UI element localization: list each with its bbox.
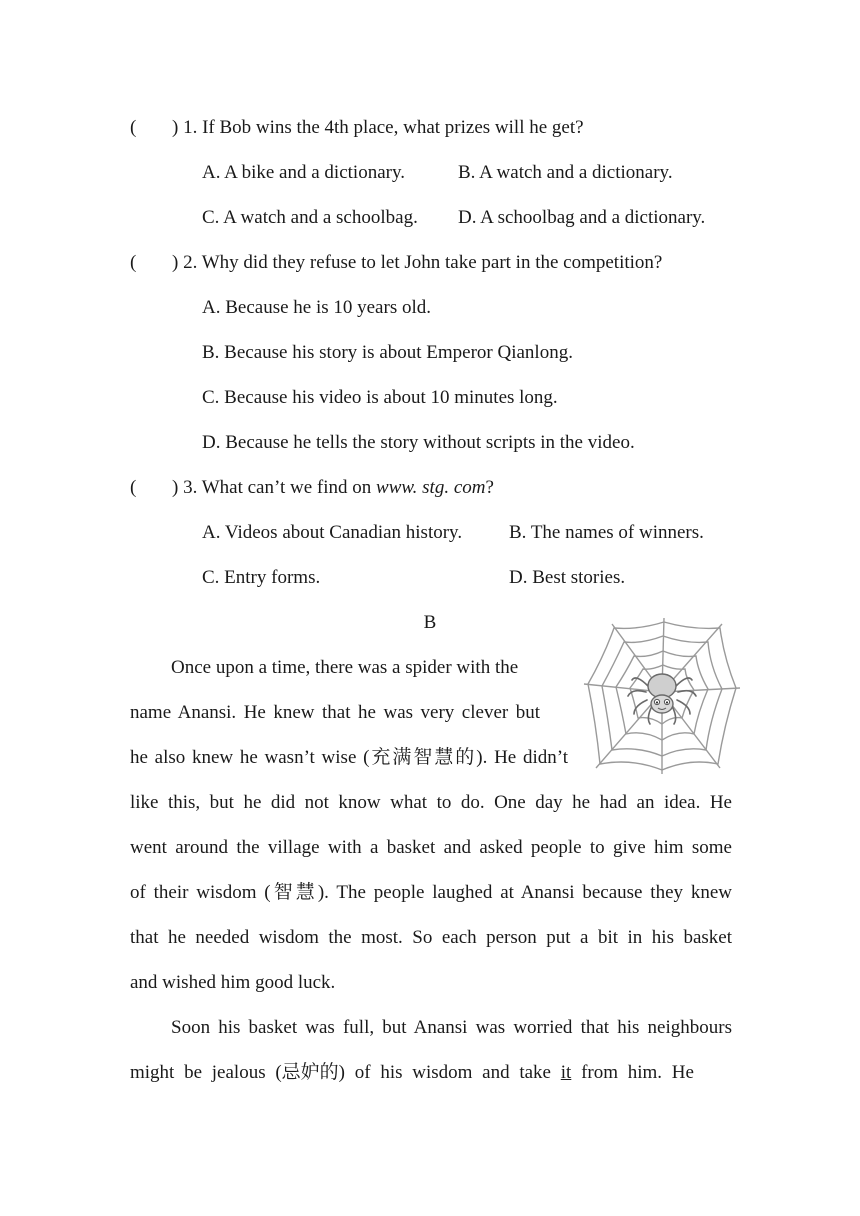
website-name: www. stg. com bbox=[376, 477, 486, 498]
question-2-prompt: ) 2. Why did they refuse to let John take part in the competition? bbox=[172, 252, 663, 273]
underlined-word-it: it bbox=[560, 1062, 572, 1083]
passage-line-10-end: from him. He bbox=[571, 1062, 694, 1083]
passage-line-6: of their wisdom (智慧). The people laughed at Anansi because they knew bbox=[130, 882, 732, 903]
passage-line-7: that he needed wisdom the most. So each person put a bit in his basket bbox=[130, 927, 732, 948]
passage-line-10-start: might be jealous (忌妒的) of his wisdom and take bbox=[130, 1062, 561, 1083]
passage-line-9: Soon his basket was full, but Anansi was worried that his neighbours bbox=[171, 1017, 732, 1038]
passage-line-10 bbox=[130, 1061, 732, 1085]
q2-option-d: D. Because he tells the story without scripts in the video. bbox=[202, 432, 635, 453]
passage-line-2: name Anansi. He knew that he was very clever but bbox=[130, 702, 540, 723]
q3-option-d: D. Best stories. bbox=[509, 567, 626, 588]
passage-line-8: and wished him good luck. bbox=[130, 972, 336, 993]
q1-option-a: A. A bike and a dictionary. bbox=[202, 162, 405, 183]
answer-blank-2[interactable]: ( bbox=[130, 252, 137, 273]
q2-option-c: C. Because his video is about 10 minutes long. bbox=[202, 387, 558, 408]
question-3-prompt-post: ? bbox=[485, 477, 494, 498]
question-1 bbox=[130, 116, 584, 140]
passage-line-3: he also knew he wasn’t wise (充满智慧的). He didn’t bbox=[130, 747, 568, 768]
passage-line-5: went around the village with a basket and asked people to give him some bbox=[130, 837, 732, 858]
passage-line-4: like this, but he did not know what to do. One day he had an idea. He bbox=[130, 792, 732, 813]
answer-blank-3[interactable]: ( bbox=[130, 477, 137, 498]
q2-option-b: B. Because his story is about Emperor Qianlong. bbox=[202, 342, 573, 363]
q1-option-b: B. A watch and a dictionary. bbox=[458, 162, 673, 183]
passage-line-1: Once upon a time, there was a spider with the bbox=[171, 657, 519, 678]
question-3 bbox=[130, 476, 494, 500]
spider-web-image bbox=[582, 616, 742, 776]
question-3-prompt-pre: ) 3. What can’t we find on bbox=[172, 477, 377, 498]
q1-option-d: D. A schoolbag and a dictionary. bbox=[458, 207, 706, 228]
answer-blank-1[interactable]: ( bbox=[130, 117, 137, 138]
q1-option-c: C. A watch and a schoolbag. bbox=[202, 207, 418, 228]
question-2 bbox=[130, 251, 662, 275]
q2-option-a: A. Because he is 10 years old. bbox=[202, 297, 431, 318]
q3-option-a: A. Videos about Canadian history. bbox=[202, 522, 463, 543]
question-1-prompt: ) 1. If Bob wins the 4th place, what prizes will he get? bbox=[172, 117, 584, 138]
q3-option-c: C. Entry forms. bbox=[202, 567, 321, 588]
section-b-heading: B bbox=[423, 612, 437, 633]
q3-option-b: B. The names of winners. bbox=[509, 522, 704, 543]
